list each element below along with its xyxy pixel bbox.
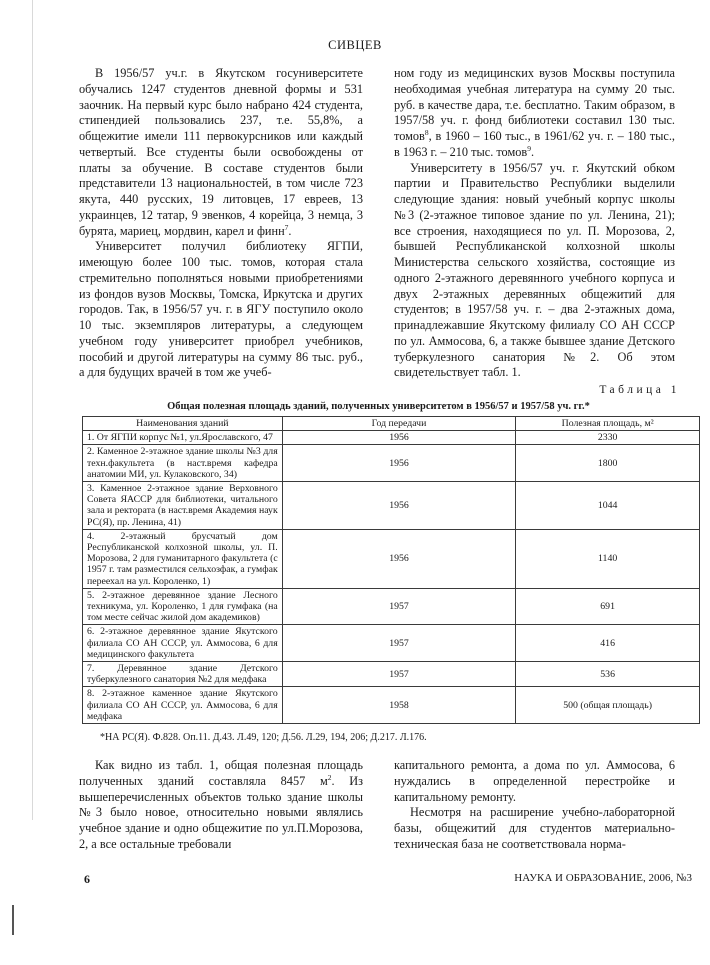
table-row <box>83 431 700 445</box>
table-row <box>83 687 700 724</box>
cell-year: 1956 <box>282 445 516 482</box>
cell-area: 1800 <box>516 445 700 482</box>
cell-year: 1957 <box>282 588 516 625</box>
cell-year: 1957 <box>282 662 516 687</box>
paragraph-library: Университет получил библиотеку ЯГПИ, имеющую более 100 тыс. томов, которая стала стремительно пополняться новыми приобретениями из фондов вузов Москвы, Томска, Иркутска и других городов. Так, в 1956/57 уч. г. в ЯГУ поступило около 10 тыс. экземпляров литературы, а следующем учебном году университет приобрел учебников, пособий и другой литературы на сумму 86 тыс. руб., а для будущих врачей в том же учеб- <box>79 239 363 380</box>
cell-year: 1956 <box>282 482 516 530</box>
cell-name: 2. Каменное 2-этажное здание школы №3 для техн.факультета (в наст.время кафедра анатомии МИ, ул. Кулаковского, 34) <box>83 445 283 482</box>
cell-year: 1956 <box>282 431 516 445</box>
cell-area: 1140 <box>516 529 700 588</box>
cell-name: 6. 2-этажное деревянное здание Якутского филиала СО АН СССР, ул. Аммосова, 6 для медицинского факультета <box>83 625 283 662</box>
cell-name: 5. 2-этажное деревянное здание Лесного техникума, ул. Короленко, 1 для гумфака (на том месте сейчас жилой дом академиков) <box>83 588 283 625</box>
cell-name: 8. 2-этажное каменное здание Якутского филиала СО АН СССР, ул. Аммосова, 6 для медфака <box>83 687 283 724</box>
table-title: Общая полезная площадь зданий, полученных университетом в 1956/57 и 1957/58 уч. гг.* <box>167 401 590 412</box>
paragraph-repair: капитального ремонта, а дома по ул. Аммосова, 6 нуждались в определенной перестройке и капитальному ремонту. <box>394 758 675 804</box>
cell-area: 2330 <box>516 431 700 445</box>
cell-name: 4. 2-этажный брусчатый дом Республиканской колхозной школы, ул. П. Морозова, 2 для гуманитарного факультета (с 1957 г. там разместился сельхозфак, а гумфак переехал на ул. Короленко, 1) <box>83 529 283 588</box>
cell-area: 1044 <box>516 482 700 530</box>
column-top-right <box>394 66 675 381</box>
paragraph-summary: Как видно из табл. 1, общая полезная площадь полученных зданий составляла 8457 $м^2$. Из вышеперечисленных объектов только здание школы №3 было новое, относительно новыми являлись учебное здание и одно общежитие по ул.П.Морозова, 2, а все остальные требовали <box>79 758 363 851</box>
column-top-left <box>79 66 363 381</box>
table-row <box>83 482 700 530</box>
running-header: СИВЦЕВ <box>328 38 382 52</box>
column-header-name: Наименования зданий <box>83 417 283 431</box>
cell-area: 416 <box>516 625 700 662</box>
footnote-ref: 7 <box>284 222 289 232</box>
column-header-year: Год передачи <box>282 417 516 431</box>
journal-citation: НАУКА И ОБРАЗОВАНИЕ, 2006, №3 <box>514 872 692 884</box>
table-row <box>83 588 700 625</box>
paragraph-students: В 1956/57 уч.г. в Якутском госуниверситете обучались 1247 студентов дневной формы и 531 заочник. На первый курс было набрано 424 студента, стипендией пользовались 237, т.е. 55,8%, а общежитие имели 111 первокурсников или каждый четвертый. Все студенты были освобождены от платы за обучение. В составе студентов были представители 13 национальностей, в том числе 723 якута, 440 русских, 19 литовцев, 17 евреев, 13 украинцев, 12 татар, 9 эвенков, 4 корейца, 3 немца, 3 бурята, мариец, мордвин, карел и финн$^7$. <box>79 66 363 238</box>
cell-area: 691 <box>516 588 700 625</box>
cell-year: 1956 <box>282 529 516 588</box>
paragraph-buildings: Университету в 1956/57 уч. г. Якутский обком партии и Правительство Республики выделили следующие здания: новый учебный корпус школы №3 (2-этажное типовое здание по ул. Ленина, 21); все строения, находящиеся по ул. П. Морозова, 2, бывшей Республиканской колхозной школы Министерства сельского хозяйства, состоящие из одного 2-этажного деревянного учебного корпуса и двух 2-этажных деревянных общежитий для студентов; в 1957/58 уч. г. – два 2-этажных дома, принадлежавшие Якутскому филиалу СО АН СССР по ул. Аммосова, 6, а также бывшее здание Детского туберкулезного санатория №2. Об этом свидетельствует табл. 1. <box>394 160 675 380</box>
cell-year: 1957 <box>282 625 516 662</box>
table-row <box>83 529 700 588</box>
scan-fold-mark <box>12 905 14 935</box>
table-row <box>83 662 700 687</box>
page-number: 6 <box>84 872 90 886</box>
cell-name: 7. Деревянное здание Детского туберкулезного санатория №2 для медфака <box>83 662 283 687</box>
table-row <box>83 445 700 482</box>
cell-name: 3. Каменное 2-этажное здание Верховного Совета ЯАССР для библиотеки, читального зала и ректората (в наст.время Академия наук РС(Я), пр. Ленина, 41) <box>83 482 283 530</box>
column-bottom-right <box>394 758 675 853</box>
cell-area: 536 <box>516 662 700 687</box>
table-row <box>83 625 700 662</box>
footnote-ref: 2 <box>327 772 332 782</box>
cell-year: 1958 <box>282 687 516 724</box>
paragraph-library-cont: ном году из медицинских вузов Москвы поступила необходимая учебная литература на сумму 20 тыс. руб. в качестве дара, т.е. бесплатно. Таким образом, в 1957/58 уч. г. фонд библиотеки составил 130 тыс. томов$^8$, в 1960 – 160 тыс., в 1961/62 уч. г. – 180 тыс., в 1963 г. – 210 тыс. томов$^9$. <box>394 66 675 159</box>
table-header-row <box>83 417 700 431</box>
column-header-area: Полезная площадь, м² <box>516 417 700 431</box>
paragraph-material-base: Несмотря на расширение учебно-лабораторной базы, общежитий для студентов материально-техническая база не соответствовала норма- <box>394 805 675 851</box>
cell-name: 1. От ЯГПИ корпус №1, ул.Ярославского, 47 <box>83 431 283 445</box>
footnote-ref: 8 <box>424 127 429 137</box>
cell-area: 500 (общая площадь) <box>516 687 700 724</box>
table-label: Таблица 1 <box>599 384 680 396</box>
scan-margin-line <box>32 0 33 820</box>
footnote-ref: 9 <box>527 143 531 153</box>
column-bottom-left <box>79 758 363 853</box>
table-footnote: *НА РС(Я). Ф.828. Оп.11. Д.43. Л.49, 120; Д.56. Л.29, 194, 206; Д.217. Л.176. <box>100 732 427 743</box>
buildings-table <box>82 416 700 724</box>
